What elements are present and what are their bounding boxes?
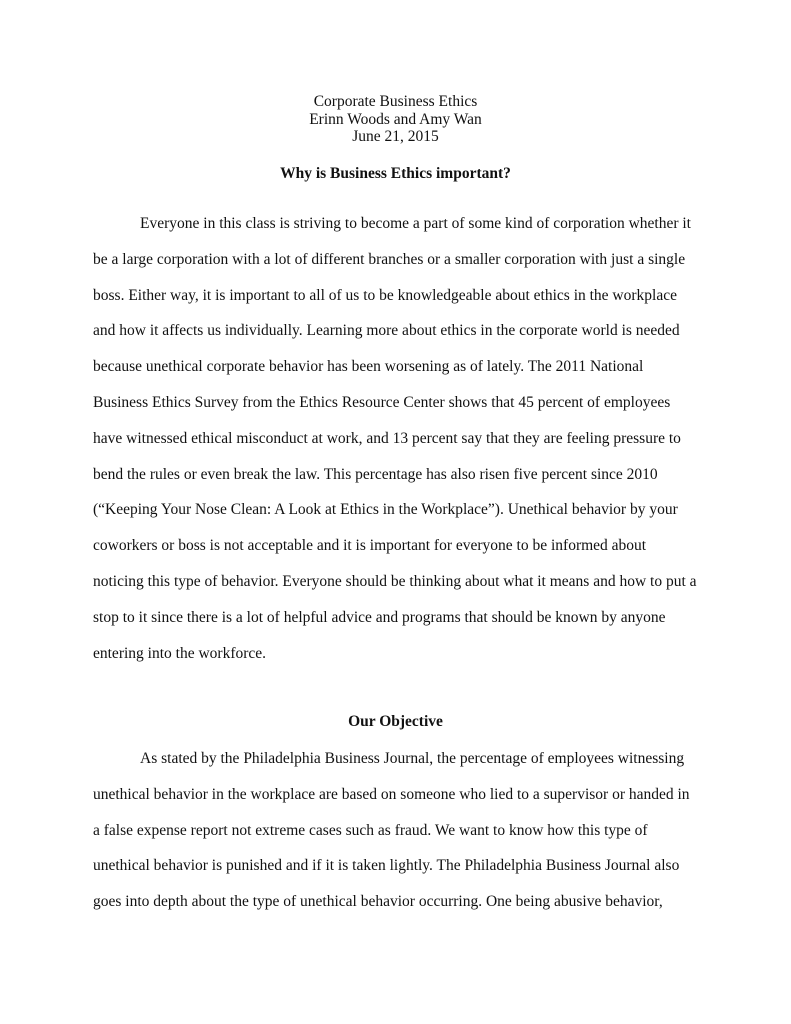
paragraph-line: entering into the workforce.: [93, 644, 267, 662]
paragraph-line: (“Keeping Your Nose Clean: A Look at Ethics in the Workplace”). Unethical behavior by your: [93, 501, 678, 519]
paragraph-line: stop to it since there is a lot of helpful advice and programs that should be known by anyone: [93, 608, 666, 626]
paragraph-line: unethical behavior is punished and if it is taken lightly. The Philadelphia Business Journal also: [93, 857, 680, 875]
paragraph-line: be a large corporation with a lot of different branches or a smaller corporation with just a single: [93, 250, 686, 268]
section-heading-objective: Our Objective: [348, 713, 443, 730]
paragraph-line: noticing this type of behavior. Everyone should be thinking about what it means and how to put a: [93, 572, 697, 590]
paragraph-line: because unethical corporate behavior has been worsening as of lately. The 2011 National: [93, 358, 644, 376]
paragraph-line: boss. Either way, it is important to all of us to be knowledgeable about ethics in the workplace: [93, 286, 677, 304]
paragraph-line: bend the rules or even break the law. This percentage has also risen five percent since 2010: [93, 465, 658, 483]
document-date: June 21, 2015: [352, 128, 439, 145]
document-authors: Erinn Woods and Amy Wan: [309, 110, 482, 128]
paragraph-line: a false expense report not extreme cases such as fraud. We want to know how this type of: [93, 821, 648, 839]
paragraph-line: have witnessed ethical misconduct at work, and 13 percent say that they are feeling pressure to: [93, 429, 681, 447]
paragraph-line: As stated by the Philadelphia Business Journal, the percentage of employees witnessing: [140, 750, 685, 767]
paragraph-line: coworkers or boss is not acceptable and it is important for everyone to be informed about: [93, 537, 647, 555]
title-block: [0, 93, 791, 146]
paragraph-line: Business Ethics Survey from the Ethics Resource Center shows that 45 percent of employees: [93, 393, 671, 411]
paragraph-line: goes into depth about the type of unethical behavior occurring. One being abusive behavior,: [93, 893, 663, 911]
paragraph-line: unethical behavior in the workplace are based on someone who lied to a supervisor or handed in: [93, 785, 690, 803]
paragraph-importance: [93, 206, 705, 671]
paragraph-objective: [93, 741, 705, 920]
section-heading-importance: Why is Business Ethics important?: [280, 165, 511, 182]
paragraph-line: and how it affects us individually. Learning more about ethics in the corporate world is needed: [93, 322, 680, 340]
paragraph-line: Everyone in this class is striving to become a part of some kind of corporation whether it: [140, 215, 691, 232]
document-title: Corporate Business Ethics: [313, 93, 478, 110]
